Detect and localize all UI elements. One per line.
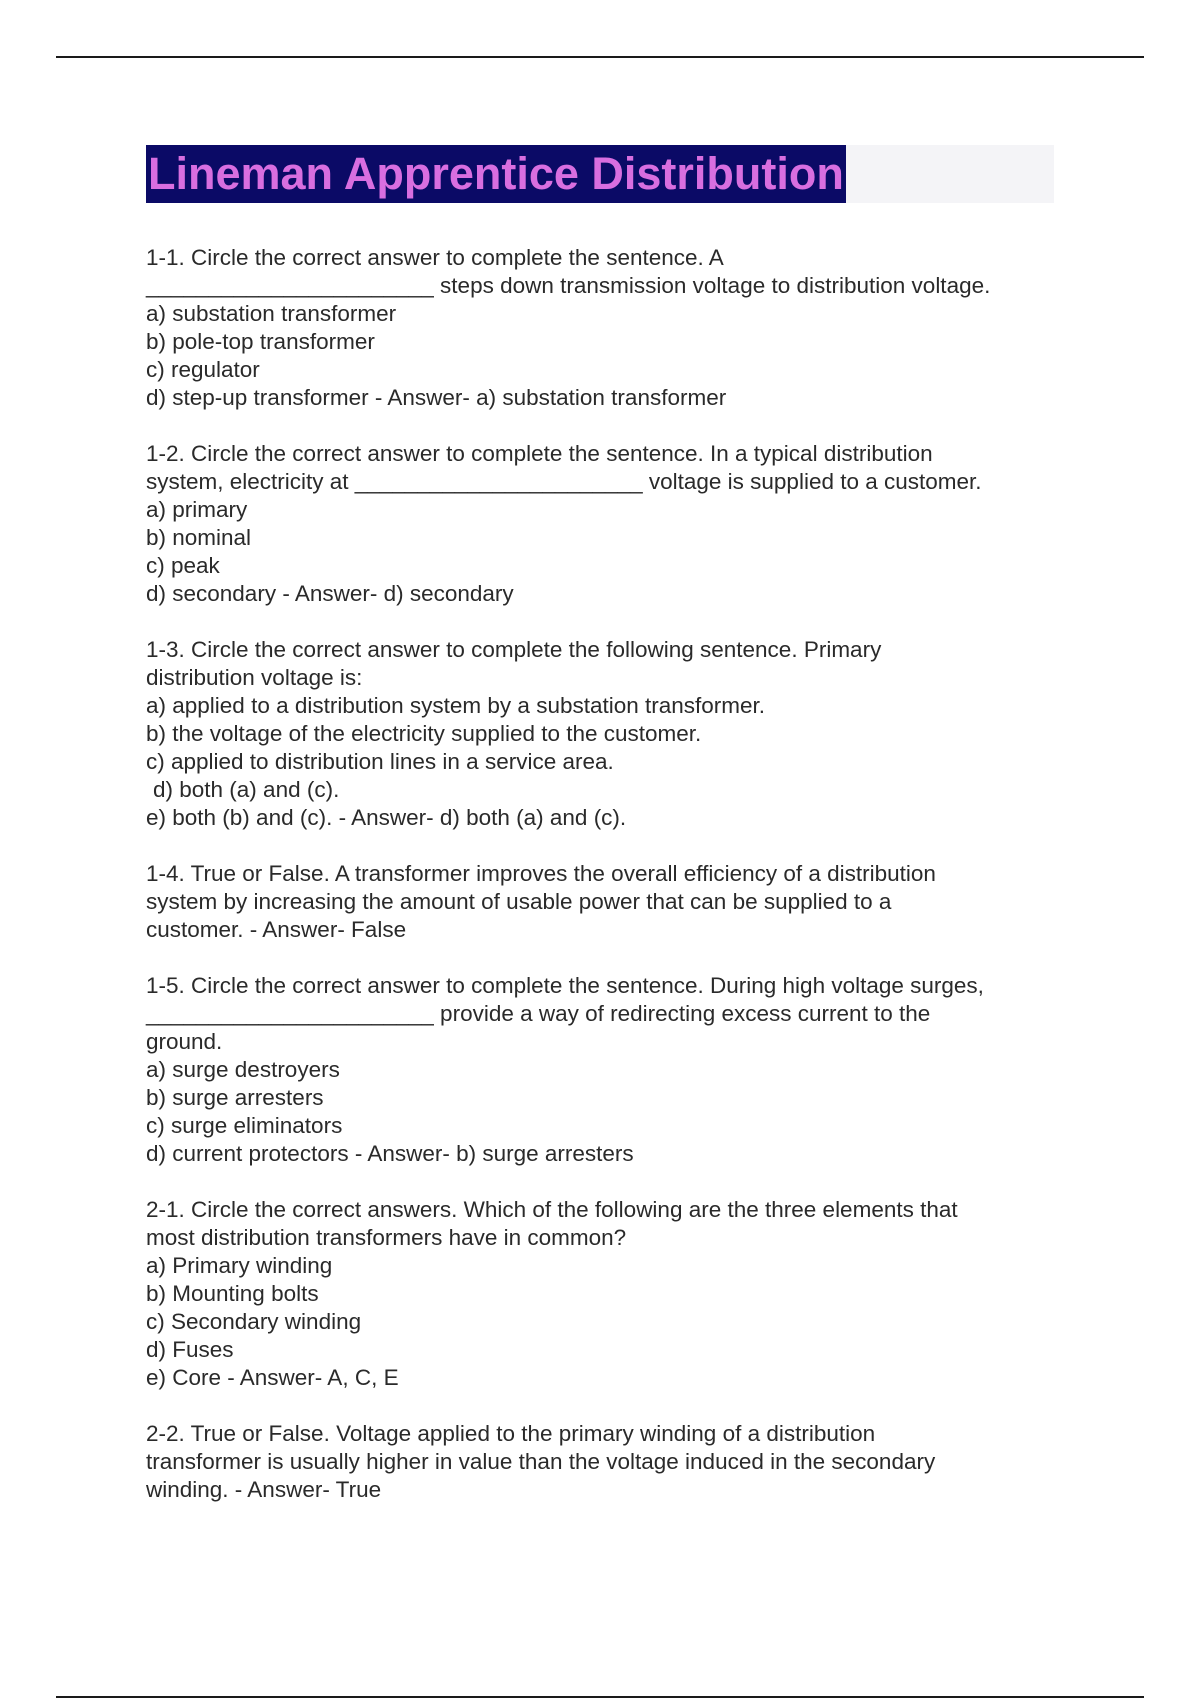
answer-option: d) step-up transformer - Answer- a) substation transformer <box>146 385 727 410</box>
answer-option: c) surge eliminators <box>146 1113 343 1138</box>
question-text: winding. - Answer- True <box>146 1477 382 1502</box>
answer-option: a) surge destroyers <box>146 1057 340 1082</box>
document-title: Lineman Apprentice Distribution <box>146 145 846 203</box>
answer-option: b) pole-top transformer <box>146 329 375 354</box>
answer-option: a) Primary winding <box>146 1253 333 1278</box>
question-text: 2-2. True or False. Voltage applied to the primary winding of a distribution <box>146 1421 876 1446</box>
top-rule <box>56 56 1144 58</box>
answer-option: e) Core - Answer- A, C, E <box>146 1365 399 1390</box>
answer-option: b) nominal <box>146 525 252 550</box>
question-text: system, electricity at _______________________ voltage is supplied to a customer. <box>146 469 982 494</box>
answer-option: a) applied to a distribution system by a substation transformer. <box>146 693 766 718</box>
question-text: _______________________ provide a way of redirecting excess current to the <box>146 1001 931 1026</box>
question-text: system by increasing the amount of usable power that can be supplied to a <box>146 889 892 914</box>
answer-option: c) Secondary winding <box>146 1309 362 1334</box>
question-1-2 <box>146 440 1066 608</box>
answer-option: b) Mounting bolts <box>146 1281 319 1306</box>
answer-option: a) primary <box>146 497 248 522</box>
answer-option: d) current protectors - Answer- b) surge arresters <box>146 1141 634 1166</box>
question-1-4 <box>146 860 1066 944</box>
question-1-3 <box>146 636 1066 832</box>
question-text: ground. <box>146 1029 223 1054</box>
question-2-1 <box>146 1196 1066 1392</box>
question-2-2 <box>146 1420 1066 1504</box>
question-text: 1-5. Circle the correct answer to complete the sentence. During high voltage surges, <box>146 973 984 998</box>
question-text: 1-1. Circle the correct answer to complete the sentence. A <box>146 245 724 270</box>
question-text: 2-1. Circle the correct answers. Which of the following are the three elements that <box>146 1197 958 1222</box>
question-list <box>146 244 1066 1532</box>
question-text: customer. - Answer- False <box>146 917 407 942</box>
question-text: most distribution transformers have in common? <box>146 1225 627 1250</box>
answer-option: b) the voltage of the electricity supplied to the customer. <box>146 721 702 746</box>
question-text: _______________________ steps down transmission voltage to distribution voltage. <box>146 273 991 298</box>
question-text: distribution voltage is: <box>146 665 363 690</box>
question-text: 1-3. Circle the correct answer to complete the following sentence. Primary <box>146 637 882 662</box>
answer-option: c) applied to distribution lines in a service area. <box>146 749 614 774</box>
answer-option: d) both (a) and (c). <box>153 777 340 802</box>
question-1-5 <box>146 972 1066 1168</box>
answer-option: c) peak <box>146 553 220 578</box>
answer-option: c) regulator <box>146 357 260 382</box>
answer-option: b) surge arresters <box>146 1085 324 1110</box>
question-text: transformer is usually higher in value than the voltage induced in the secondary <box>146 1449 936 1474</box>
answer-option: d) Fuses <box>146 1337 234 1362</box>
question-text: 1-4. True or False. A transformer improves the overall efficiency of a distribution <box>146 861 936 886</box>
answer-option: a) substation transformer <box>146 301 397 326</box>
bottom-rule <box>56 1696 1144 1698</box>
question-1-1 <box>146 244 1066 412</box>
answer-option: e) both (b) and (c). - Answer- d) both (a) and (c). <box>146 805 627 830</box>
answer-option: d) secondary - Answer- d) secondary <box>146 581 514 606</box>
question-text: 1-2. Circle the correct answer to complete the sentence. In a typical distribution <box>146 441 933 466</box>
